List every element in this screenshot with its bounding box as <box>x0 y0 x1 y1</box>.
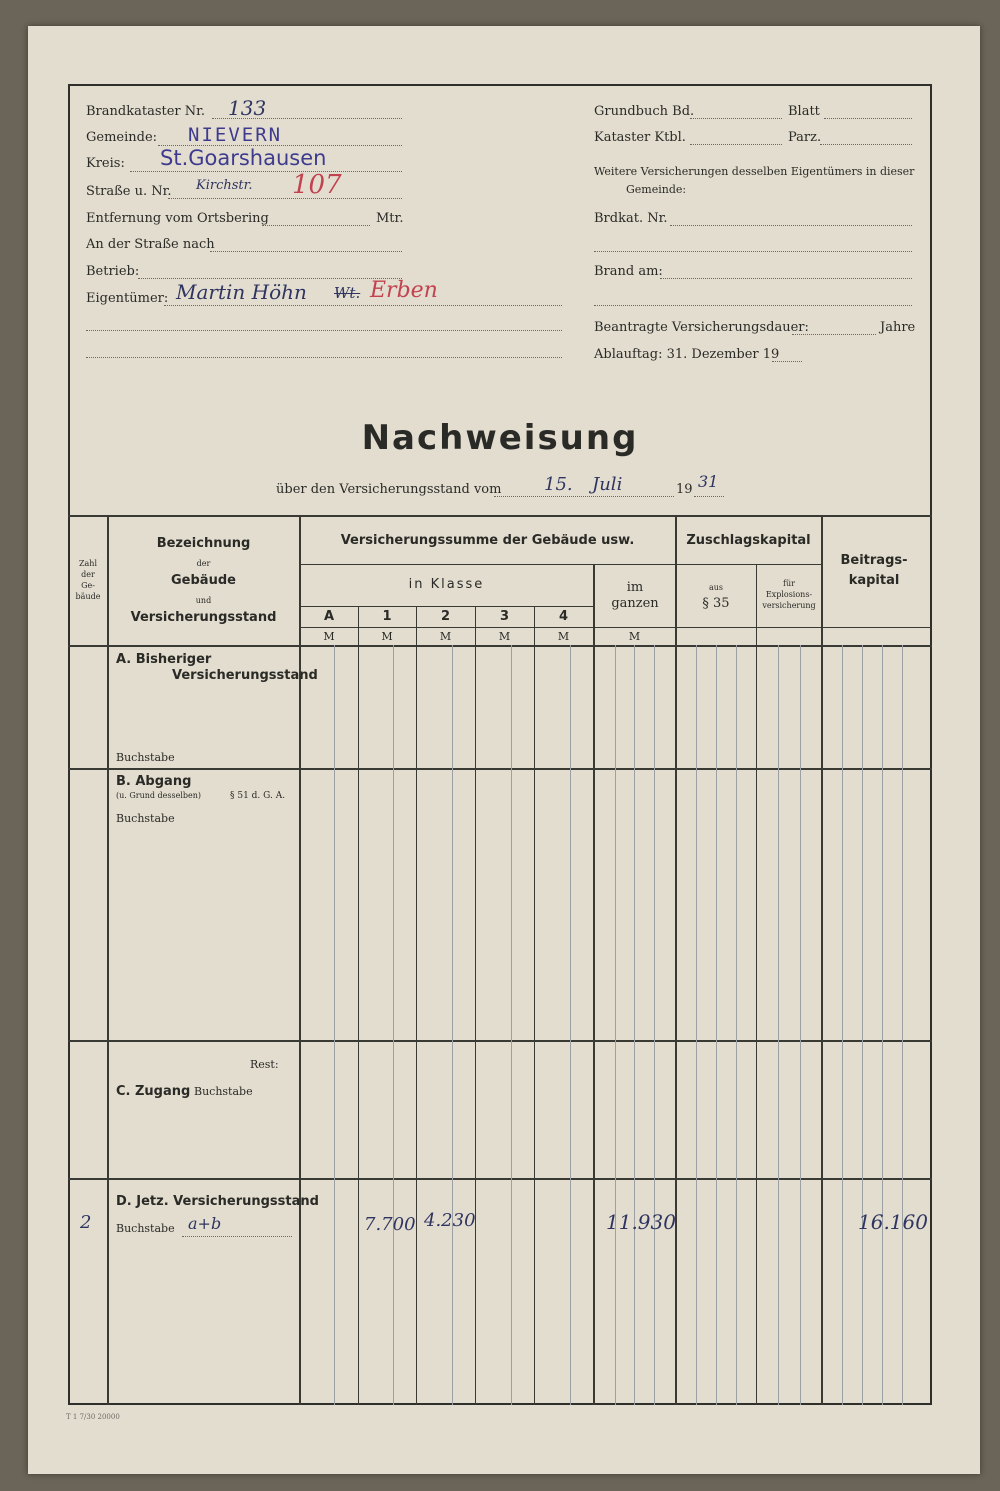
kataster-line <box>690 144 782 145</box>
brdkat-label: Brdkat. Nr. <box>594 211 668 226</box>
section-d-buchstabe: Buchstabe <box>116 1222 175 1235</box>
col-line-ganzen <box>675 515 677 1405</box>
row-d-beitragskapital: 16.160 <box>858 1210 928 1234</box>
row-d-im-ganzen: 11.930 <box>606 1210 676 1234</box>
subtitle-year-line <box>694 496 724 497</box>
col-aus-label: aus <box>708 583 724 592</box>
unit-1: M <box>381 630 393 643</box>
parz-label: Parz. <box>788 130 822 145</box>
ledger-line <box>334 645 335 1405</box>
ledger-line <box>393 645 394 1405</box>
dauer-line <box>792 334 876 335</box>
col-line-2 <box>475 606 476 1405</box>
col-fuer-label: für Explosions-versicherung <box>762 579 816 610</box>
unit-4: M <box>557 630 570 643</box>
col-zuschlag-header: Zuschlagskapital <box>686 533 811 548</box>
ledger-line <box>716 645 717 1405</box>
section-d-title: D. Jetz. Versicherungsstand <box>116 1194 319 1209</box>
betrieb-line <box>138 278 402 279</box>
klasse-3-header: 3 <box>499 609 510 624</box>
eigentuemer-red: Erben <box>370 278 438 303</box>
blatt-line <box>824 118 912 119</box>
section-a-title: A. Bisheriger <box>116 652 212 667</box>
unit-2: M <box>439 630 452 643</box>
strasse-label: Straße u. Nr. <box>86 184 172 199</box>
grundbuch-line <box>690 118 782 119</box>
subtitle-year-prefix: 19 <box>676 482 693 497</box>
col-gebaeude-label: Gebäude <box>171 573 236 588</box>
col-im-ganzen-header: im ganzen <box>611 580 659 611</box>
section-d-buchstabe-line <box>182 1236 292 1237</box>
subtitle-month: Juli <box>592 474 623 495</box>
col-line-zahl <box>107 515 109 1405</box>
strasse-line <box>168 198 402 199</box>
eigentuemer-line <box>164 305 562 306</box>
ledger-line <box>902 645 903 1405</box>
ledger-line <box>615 645 616 1405</box>
kataster-label: Kataster Ktbl. <box>594 130 686 145</box>
eigentuemer-struck: Wt. <box>334 284 361 302</box>
kreis-stamp: St.Goarshausen <box>160 146 327 170</box>
entfernung-line <box>262 225 370 226</box>
strasse-number: 107 <box>292 170 342 200</box>
rest-label: Rest: <box>250 1058 279 1071</box>
footer-code: T 1 7/30 20000 <box>66 1413 120 1421</box>
eigentuemer-value: Martin Höhn <box>176 280 307 304</box>
ledger-line <box>736 645 737 1405</box>
ledger-line <box>696 645 697 1405</box>
an-der-strasse-line <box>210 251 402 252</box>
col-in-klasse-header: in Klasse <box>408 577 485 592</box>
row-d-klasse-1: 7.700 <box>364 1214 416 1235</box>
ledger-line <box>511 645 512 1405</box>
brand-line <box>660 278 912 279</box>
ledger-line <box>862 645 863 1405</box>
eigentuemer-label: Eigentümer: <box>86 291 169 306</box>
betrieb-label: Betrieb: <box>86 264 140 279</box>
gemeinde-label: Gemeinde: <box>86 130 158 145</box>
col-line-a <box>358 606 359 1405</box>
section-c-title: C. Zugang <box>116 1084 191 1099</box>
subtitle-label: über den Versicherungsstand vom <box>276 482 502 497</box>
col-der-label: der <box>196 559 211 568</box>
ledger-line <box>800 645 801 1405</box>
kreis-label: Kreis: <box>86 156 125 171</box>
col-und-label: und <box>195 596 212 605</box>
col-line-1 <box>416 606 417 1405</box>
section-b-par: § 51 d. G. A. <box>230 791 286 801</box>
subtitle-year-suffix: 31 <box>698 472 719 491</box>
gemeinde-stamp: NIEVERN <box>188 124 283 146</box>
brandkataster-label: Brandkataster Nr. <box>86 104 206 119</box>
section-c-buchstabe: Buchstabe <box>194 1085 253 1098</box>
klasse-divider <box>300 606 594 607</box>
brandkataster-value: 133 <box>228 96 267 120</box>
ledger-line <box>570 645 571 1405</box>
grundbuch-label: Grundbuch Bd. <box>594 104 695 119</box>
ledger-line <box>778 645 779 1405</box>
unit-a: M <box>323 630 335 643</box>
section-b-bottom <box>68 1040 932 1042</box>
section-a-title-2: Versicherungsstand <box>172 668 318 683</box>
entfernung-label: Entfernung vom Ortsbering <box>86 211 269 226</box>
col-line-fuer <box>821 515 823 1405</box>
unit-ganzen: M <box>628 630 641 643</box>
col-line-aus <box>756 564 757 1405</box>
row-d-zahl: 2 <box>80 1212 92 1233</box>
section-b-buchstabe: Buchstabe <box>116 812 175 825</box>
unit-3: M <box>498 630 511 643</box>
an-der-strasse-label: An der Straße nach <box>86 237 215 252</box>
weitere-label: Weitere Versicherungen desselben Eigentümers in dieser <box>594 165 915 178</box>
col-zahl-header: Zahl der Ge- bäude <box>75 559 101 601</box>
col-beitrag-header: Beitrags-kapital <box>840 553 908 588</box>
table-top-line <box>68 515 932 517</box>
klasse-1-header: 1 <box>382 609 392 624</box>
unit-divider <box>300 627 932 628</box>
col-line-3 <box>534 606 535 1405</box>
header-bottom-line <box>68 645 932 647</box>
ablauftag-line <box>772 361 802 362</box>
klasse-4-header: 4 <box>558 609 569 624</box>
col-line-bezeichnung <box>299 515 301 1405</box>
eigentuemer-line-2 <box>86 330 562 331</box>
subtitle-day: 15. <box>544 474 573 495</box>
brdkat-line <box>670 225 912 226</box>
entfernung-unit: Mtr. <box>376 211 404 226</box>
section-a-bottom <box>68 768 932 770</box>
brdkat-line-2 <box>594 251 912 252</box>
section-a-buchstabe: Buchstabe <box>116 751 175 764</box>
section-b-title: B. Abgang <box>116 774 192 789</box>
weitere-label-2: Gemeinde: <box>626 183 687 196</box>
ledger-line <box>634 645 635 1405</box>
col-summe-header: Versicherungssumme der Gebäude usw. <box>340 533 635 548</box>
jahre-label: Jahre <box>880 320 916 335</box>
section-b-note: (u. Grund desselben) <box>116 791 202 800</box>
blatt-label: Blatt <box>788 104 820 119</box>
dauer-label: Beantragte Versicherungsdauer: <box>594 320 809 335</box>
col-line-4 <box>593 564 595 1405</box>
summe-divider <box>300 564 676 565</box>
row-d-klasse-2: 4.230 <box>424 1210 476 1231</box>
ablauftag-label: Ablauftag: 31. Dezember 19 <box>594 347 780 362</box>
brand-line-2 <box>594 305 912 306</box>
ledger-line <box>452 645 453 1405</box>
kreis-line <box>130 171 402 172</box>
ledger-line <box>842 645 843 1405</box>
ledger-line <box>882 645 883 1405</box>
eigentuemer-line-3 <box>86 357 562 358</box>
col-versicherungsstand-label: Versicherungsstand <box>130 610 277 625</box>
col-par35-label: § 35 <box>702 596 730 611</box>
klasse-a-header: A <box>323 609 335 624</box>
document-title: Nachweisung <box>361 418 639 458</box>
zuschlag-divider <box>676 564 822 565</box>
brand-label: Brand am: <box>594 264 663 279</box>
strasse-value: Kirchstr. <box>196 178 253 193</box>
ledger-line <box>654 645 655 1405</box>
parz-line <box>820 144 912 145</box>
row-d-buchstabe: a+b <box>188 1214 222 1233</box>
subtitle-date-line <box>494 496 674 497</box>
section-c-bottom <box>68 1178 932 1180</box>
col-bezeichnung-header: Bezeichnung <box>156 536 251 551</box>
klasse-2-header: 2 <box>440 609 451 624</box>
